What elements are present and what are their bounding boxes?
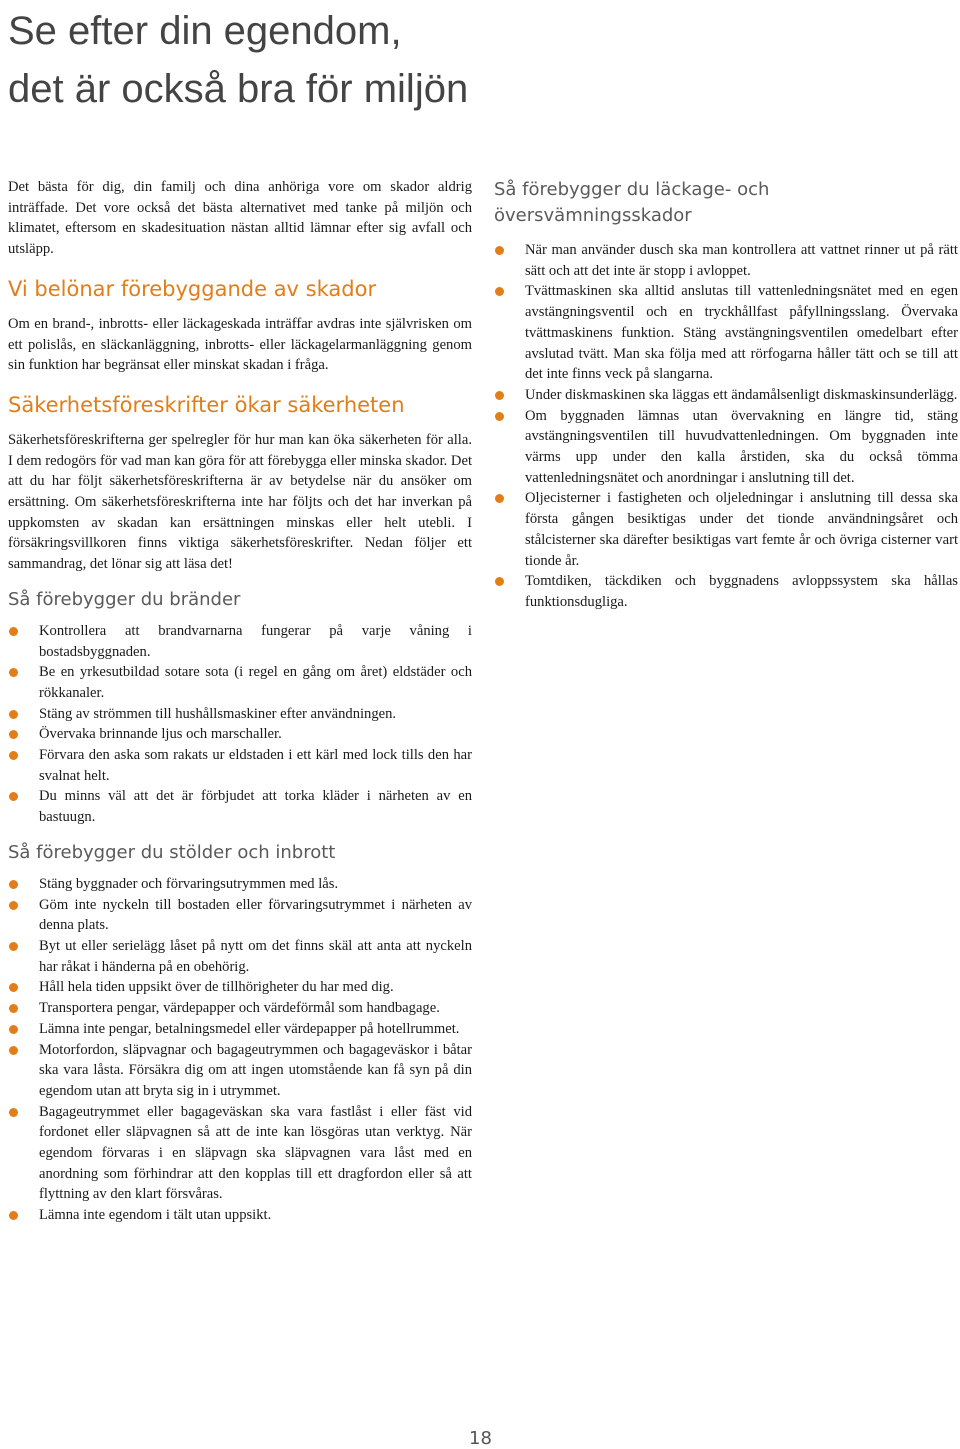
theft-heading: Så förebygger du stölder och inbrott xyxy=(8,841,336,863)
list-item: Håll hela tiden uppsikt över de tillhörigheter du har med dig. xyxy=(8,977,472,998)
list-item: Bagageutrymmet eller bagageväskan ska vara fastlåst i eller fäst vid fordonet eller släpvagnen så att de inte kan lösgöras utan verktyg. När egendom förvaras i en släpvagn ska släpvagnen vara låst med en anordning som förhindrar att den kopplas till ett dragfordon eller så att flyttning av den klart försvåras. xyxy=(8,1102,472,1206)
bullet-icon xyxy=(9,1046,18,1055)
bullet-icon xyxy=(9,668,18,677)
left-column xyxy=(8,177,472,1226)
leak-list xyxy=(494,240,958,613)
bullet-icon xyxy=(9,901,18,910)
bullet-icon xyxy=(9,942,18,951)
leak-heading-line-2: översvämningsskador xyxy=(494,205,692,226)
list-item: Byt ut eller serielägg låset på nytt om det finns skäl att anta att nyckeln har råkat i händerna på en obehörig. xyxy=(8,936,472,977)
page-title-line-2: det är också bra för miljön xyxy=(8,67,469,111)
list-item: Kontrollera att brandvarnarna fungerar på varje våning i bostadsbyggnaden. xyxy=(8,621,472,662)
bullet-icon xyxy=(9,1004,18,1013)
page-number: 18 xyxy=(469,1428,492,1449)
intro-paragraph: Det bästa för dig, din familj och dina anhöriga vore om skador aldrig inträffade. Det vore också det bästa alternativet med tanke på miljön och klimatet, eftersom en skadesituation nästan alltid lämnar efter sig avfall och utsläpp. xyxy=(8,179,472,258)
bullet-icon xyxy=(9,1211,18,1220)
list-item: När man använder dusch ska man kontrollera att vattnet rinner ut på rätt sätt och att det inte är stopp i avloppet. xyxy=(494,240,958,281)
bullet-icon xyxy=(495,577,504,586)
list-item: Stäng byggnader och förvaringsutrymmen med lås. xyxy=(8,874,472,895)
list-item: Om byggnaden lämnas utan övervakning en längre tid, stäng avstängningsventilen till huvudvattenledningen. Om byggnaden inte värms upp under den kalla årstiden, ska du också tömma vattenledningsnätet och anordningar i anslutning till det. xyxy=(494,406,958,489)
bullet-icon xyxy=(495,494,504,503)
list-item: Under diskmaskinen ska läggas ett ändamålsenligt diskmaskinsunderlägg. xyxy=(494,385,958,406)
bullet-icon xyxy=(495,246,504,255)
bullet-icon xyxy=(495,287,504,296)
list-item: Transportera pengar, värdepapper och värdeförmål som handbagage. xyxy=(8,998,472,1019)
bullet-icon xyxy=(9,1108,18,1117)
bullet-icon xyxy=(495,391,504,400)
list-item: Göm inte nyckeln till bostaden eller förvaringsutrymmet i närheten av denna plats. xyxy=(8,895,472,936)
bullet-icon xyxy=(9,1025,18,1034)
right-column xyxy=(494,177,958,613)
reward-paragraph: Om en brand-, inbrotts- eller läckageskada inträffar avdras inte självrisken om ett polislås, en släckanläggning, inbrotts- eller läckagelarmanläggning genom sin funktion har begränsat eller minskat skadan i fråga. xyxy=(8,315,472,374)
list-item: Tomtdiken, täckdiken och byggnadens avloppssystem ska hållas funktionsdugliga. xyxy=(494,571,958,612)
list-item: Motorfordon, släpvagnar och bagageutrymmen och bagageväskor i båtar ska vara låsta. Försäkra dig om att ingen utomstående kan få syn på din egendom utan att bryta sig in i utrymmet. xyxy=(8,1040,472,1102)
bullet-icon xyxy=(9,627,18,636)
list-item: Förvara den aska som rakats ur eldstaden i ett kärl med lock tills den har svalnat helt. xyxy=(8,745,472,786)
list-item: Stäng av strömmen till hushållsmaskiner efter användningen. xyxy=(8,704,472,725)
safety-paragraph: Säkerhetsföreskrifterna ger spelregler för hur man kan öka säkerheten för alla. I dem redogörs för vad man kan göra för att förebygga eller minska skador. Det att du har följt säkerhetsföreskrifterna är av betydelse när du ansöker om ersättning. Om säkerhetsföreskrifterna inte har följts och det har inverkan på uppkomsten av skadan kan ersättningen minskas eller helt utebli. I försäkringsvillkoren finns viktiga säkerhetsföreskrifter. Nedan följer ett sammandrag, det lönar sig att läsa det! xyxy=(8,431,473,573)
bullet-icon xyxy=(9,710,18,719)
page-title xyxy=(8,2,468,118)
list-item: Övervaka brinnande ljus och marschaller. xyxy=(8,724,472,745)
fire-list xyxy=(8,621,472,828)
reward-heading: Vi belönar förebyggande av skador xyxy=(8,276,377,301)
list-item: Tvättmaskinen ska alltid anslutas till vattenledningsnätet med en egen avstängningsventil och en tryckhållfast påfyllningsslang. Övervaka tvättmaskinens funktion. Stäng avstängningsventilen omedelbart efter avslutad tvätt. Man ska följa med att rörfogarna håller tätt och se till att det inte finns veck på slangarna. xyxy=(494,281,958,385)
list-item: Du minns väl att det är förbjudet att torka kläder i närheten av en bastuugn. xyxy=(8,786,472,827)
bullet-icon xyxy=(9,792,18,801)
theft-list xyxy=(8,874,472,1226)
list-item: Lämna inte egendom i tält utan uppsikt. xyxy=(8,1205,472,1226)
bullet-icon xyxy=(495,412,504,421)
fire-heading: Så förebygger du bränder xyxy=(8,588,241,610)
bullet-icon xyxy=(9,730,18,739)
bullet-icon xyxy=(9,983,18,992)
list-item: Oljecisterner i fastigheten och oljeledningar i anslutning till dessa ska första gången besiktigas under det tionde användningsåret och stålcisterner ska därefter besiktigas vart femte år och övriga cisterner vart tionde år. xyxy=(494,488,958,571)
safety-heading: Säkerhetsföreskrifter ökar säkerheten xyxy=(8,392,405,417)
page-title-line-1: Se efter din egendom, xyxy=(8,9,402,53)
list-item: Be en yrkesutbildad sotare sota (i regel en gång om året) eldstäder och rökkanaler. xyxy=(8,662,472,703)
bullet-icon xyxy=(9,751,18,760)
leak-heading-line-1: Så förebygger du läckage- och xyxy=(494,179,770,200)
list-item: Lämna inte pengar, betalningsmedel eller värdepapper på hotellrummet. xyxy=(8,1019,472,1040)
leak-heading xyxy=(494,177,958,229)
bullet-icon xyxy=(9,880,18,889)
